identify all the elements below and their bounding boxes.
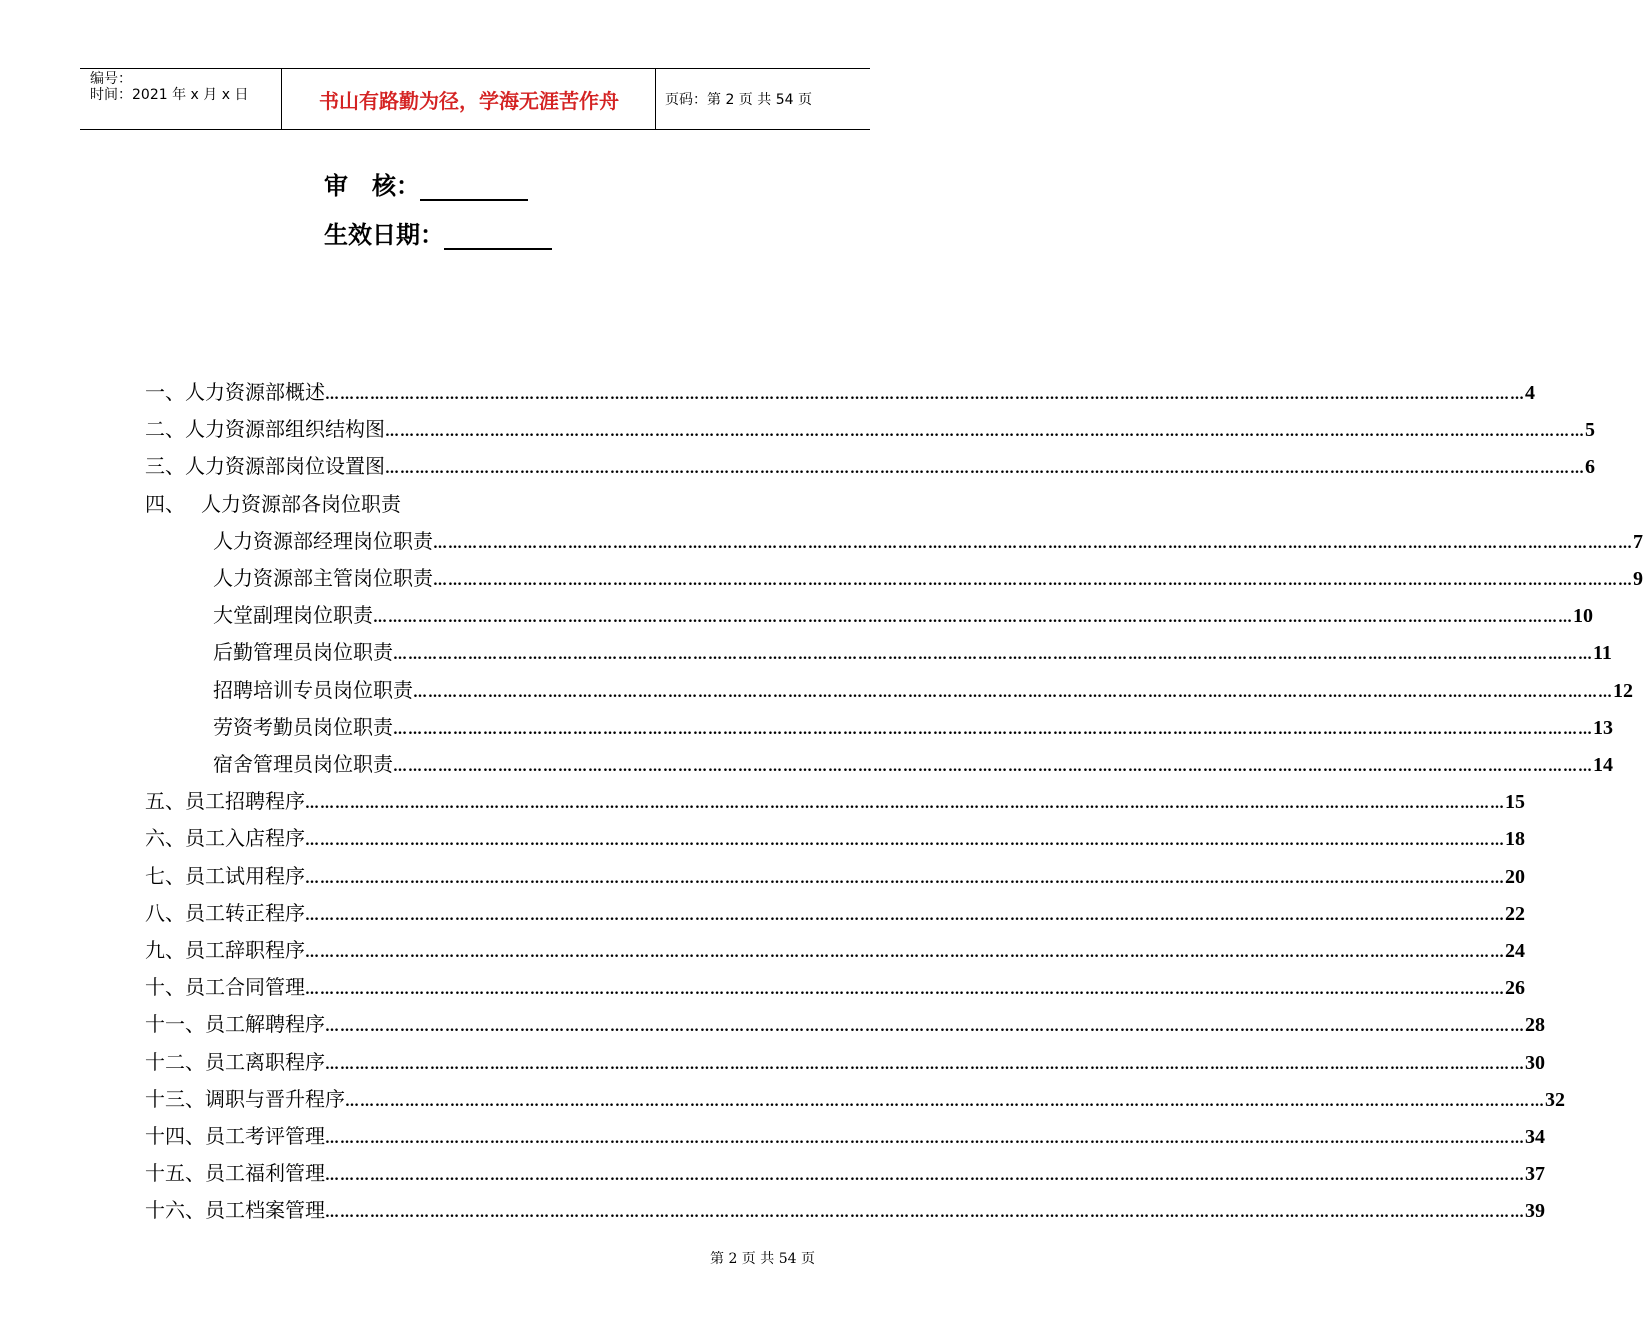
toc-number: 十四、 — [145, 1124, 205, 1148]
toc-leader-dots: …………………………………………………………………………………………………………………………………………………………………………………………………………………… — [413, 685, 1613, 701]
toc-entry[interactable] — [213, 599, 1593, 629]
effective-date-field — [324, 215, 552, 250]
code-label: 编号： — [90, 71, 132, 87]
toc-title: 大堂副理岗位职责 — [213, 603, 373, 627]
toc-leader-dots: …………………………………………………………………………………………………………………………………………………………………………………………………………………… — [305, 945, 1505, 961]
toc-number: 一、 — [145, 380, 185, 404]
toc-page-number: 9 — [1633, 568, 1643, 590]
toc-leader-dots: …………………………………………………………………………………………………………………………………………………………………………………………………………………… — [345, 1094, 1545, 1110]
toc-leader-dots: …………………………………………………………………………………………………………………………………………………………………………………………………………………… — [433, 536, 1633, 552]
toc-number: 六、 — [145, 826, 185, 850]
toc-title: 员工考评管理 — [205, 1124, 325, 1148]
toc-entry[interactable] — [145, 860, 1525, 890]
toc-title: 人力资源部概述 — [185, 380, 325, 404]
toc-number: 八、 — [145, 901, 185, 925]
toc-entry[interactable] — [213, 674, 1633, 704]
toc-number: 七、 — [145, 864, 185, 888]
time-label: 时间：2021 年 x 月 x 日 — [90, 87, 249, 103]
toc-number: 九、 — [145, 938, 185, 962]
toc-title: 宿舍管理员岗位职责 — [213, 752, 393, 776]
toc-title: 员工档案管理 — [205, 1198, 325, 1222]
toc-entry[interactable] — [145, 934, 1525, 964]
toc-entry[interactable] — [213, 748, 1613, 778]
review-label: 审 核： — [324, 172, 420, 200]
toc-title: 劳资考勤员岗位职责 — [213, 715, 393, 739]
toc-entry[interactable] — [145, 488, 770, 518]
toc-entry[interactable] — [145, 822, 1525, 852]
toc-leader-dots: …………………………………………………………………………………………………………………………………………………………………………………………………………………… — [325, 1131, 1525, 1147]
toc-entry[interactable] — [213, 636, 1612, 666]
toc-title: 员工招聘程序 — [185, 789, 305, 813]
effective-date-blank-line[interactable] — [444, 222, 552, 250]
toc-page-number: 5 — [1585, 419, 1595, 441]
toc-title: 员工合同管理 — [185, 975, 305, 999]
toc-leader-dots: …………………………………………………………………………………………………………………………………………………………………………………………………………………… — [305, 833, 1505, 849]
toc-page-number: 14 — [1593, 754, 1613, 776]
toc-leader-dots: …………………………………………………………………………………………………………………………………………………………………………………………………………………… — [325, 1205, 1525, 1221]
toc-entry[interactable] — [145, 1046, 1545, 1076]
toc-number: 十三、 — [145, 1087, 205, 1111]
toc-entry[interactable] — [145, 450, 1595, 480]
toc-entry[interactable] — [213, 525, 1643, 555]
toc-page-number: 10 — [1573, 605, 1593, 627]
toc-number: 十一、 — [145, 1012, 205, 1036]
toc-page-number: 34 — [1525, 1126, 1545, 1148]
toc-number: 十二、 — [145, 1050, 205, 1074]
toc-title: 人力资源部经理岗位职责 — [213, 529, 433, 553]
toc-number: 四、 — [145, 492, 185, 516]
toc-number: 十、 — [145, 975, 185, 999]
toc-title: 人力资源部主管岗位职责 — [213, 566, 433, 590]
toc-page-number: 18 — [1505, 828, 1525, 850]
toc-title: 员工转正程序 — [185, 901, 305, 925]
effective-date-label: 生效日期： — [324, 221, 444, 249]
toc-number: 三、 — [145, 454, 185, 478]
toc-leader-dots: …………………………………………………………………………………………………………………………………………………………………………………………………………………… — [385, 424, 1585, 440]
toc-title: 员工辞职程序 — [185, 938, 305, 962]
toc-entry[interactable] — [145, 1157, 1545, 1187]
toc-leader-dots: …………………………………………………………………………………………………………………………………………………………………………………………………………………… — [325, 387, 1525, 403]
toc-page-number: 12 — [1613, 680, 1633, 702]
toc-leader-dots: …………………………………………………………………………………………………………………………………………………………………………………………………………………… — [325, 1168, 1525, 1184]
toc-leader-dots: …………………………………………………………………………………………………………………………………………………………………………………………………………………… — [373, 610, 1573, 626]
toc-entry[interactable] — [145, 1194, 1545, 1224]
toc-number: 五、 — [145, 789, 185, 813]
toc-page-number: 39 — [1525, 1200, 1545, 1222]
header-motto: 书山有路勤为径，学海无涯苦作舟 — [319, 88, 619, 113]
page-header — [80, 68, 870, 130]
toc-title: 人力资源部岗位设置图 — [185, 454, 385, 478]
toc-entry[interactable] — [145, 897, 1525, 927]
toc-title: 员工入店程序 — [185, 826, 305, 850]
toc-number: 十六、 — [145, 1198, 205, 1222]
header-meta — [90, 71, 248, 103]
toc-title: 后勤管理员岗位职责 — [213, 640, 393, 664]
toc-page-number: 7 — [1633, 531, 1643, 553]
toc-page-number: 6 — [1585, 456, 1595, 478]
toc-leader-dots: …………………………………………………………………………………………………………………………………………………………………………………………………………………… — [433, 573, 1633, 589]
toc-leader-dots: …………………………………………………………………………………………………………………………………………………………………………………………………………………… — [305, 796, 1505, 812]
toc-leader-dots: …………………………………………………………………………………………………………………………………………………………………………………………………………………… — [325, 1057, 1525, 1073]
toc-leader-dots: …………………………………………………………………………………………………………………………………………………………………………………………………………………… — [385, 461, 1585, 477]
toc-title: 调职与晋升程序 — [205, 1087, 345, 1111]
toc-page-number: 11 — [1593, 642, 1612, 664]
toc-entry[interactable] — [145, 785, 1525, 815]
review-field — [324, 166, 528, 201]
toc-leader-dots: …………………………………………………………………………………………………………………………………………………………………………………………………………………… — [393, 647, 1593, 663]
toc-page-number: 15 — [1505, 791, 1525, 813]
toc-entry[interactable] — [145, 971, 1525, 1001]
toc-entry[interactable] — [213, 562, 1643, 592]
toc-title: 招聘培训专员岗位职责 — [213, 678, 413, 702]
toc-leader-dots: …………………………………………………………………………………………………………………………………………………………………………………………………………………… — [305, 982, 1505, 998]
header-page-info: 页码：第 2 页 共 54 页 — [665, 92, 812, 108]
toc-title: 人力资源部组织结构图 — [185, 417, 385, 441]
toc-leader-dots: …………………………………………………………………………………………………………………………………………………………………………………………………………………… — [305, 871, 1505, 887]
toc-leader-dots: …………………………………………………………………………………………………………………………………………………………………………………………………………………… — [325, 1019, 1525, 1035]
toc-title: 员工离职程序 — [205, 1050, 325, 1074]
toc-leader-dots: …………………………………………………………………………………………………………………………………………………………………………………………………………………… — [393, 759, 1593, 775]
toc-page-number: 26 — [1505, 977, 1525, 999]
toc-entry[interactable] — [145, 1083, 1565, 1113]
toc-entry[interactable] — [145, 376, 1535, 406]
toc-entry[interactable] — [145, 1120, 1545, 1150]
toc-entry[interactable] — [213, 711, 1613, 741]
toc-title: 员工试用程序 — [185, 864, 305, 888]
page-footer: 第 2 页 共 54 页 — [710, 1251, 815, 1267]
toc-number: 十五、 — [145, 1161, 205, 1185]
toc-page-number: 32 — [1545, 1089, 1565, 1111]
toc-page-number: 22 — [1505, 903, 1525, 925]
toc-page-number: 4 — [1525, 382, 1535, 404]
toc-page-number: 30 — [1525, 1052, 1545, 1074]
header-divider — [655, 69, 656, 129]
toc-title: 员工福利管理 — [205, 1161, 325, 1185]
toc-title: 人力资源部各岗位职责 — [201, 492, 401, 516]
toc-leader-dots: …………………………………………………………………………………………………………………………………………………………………………………………………………………… — [305, 908, 1505, 924]
toc-page-number: 24 — [1505, 940, 1525, 962]
toc-page-number: 13 — [1593, 717, 1613, 739]
toc-entry[interactable] — [145, 413, 1595, 443]
toc-entry[interactable] — [145, 1008, 1545, 1038]
toc-leader-dots: …………………………………………………………………………………………………………………………………………………………………………………………………………………… — [393, 722, 1593, 738]
toc-number: 二、 — [145, 417, 185, 441]
toc-page-number: 37 — [1525, 1163, 1545, 1185]
review-blank-line[interactable] — [420, 173, 528, 201]
toc-page-number: 28 — [1525, 1014, 1545, 1036]
toc-title: 员工解聘程序 — [205, 1012, 325, 1036]
toc-page-number: 20 — [1505, 866, 1525, 888]
